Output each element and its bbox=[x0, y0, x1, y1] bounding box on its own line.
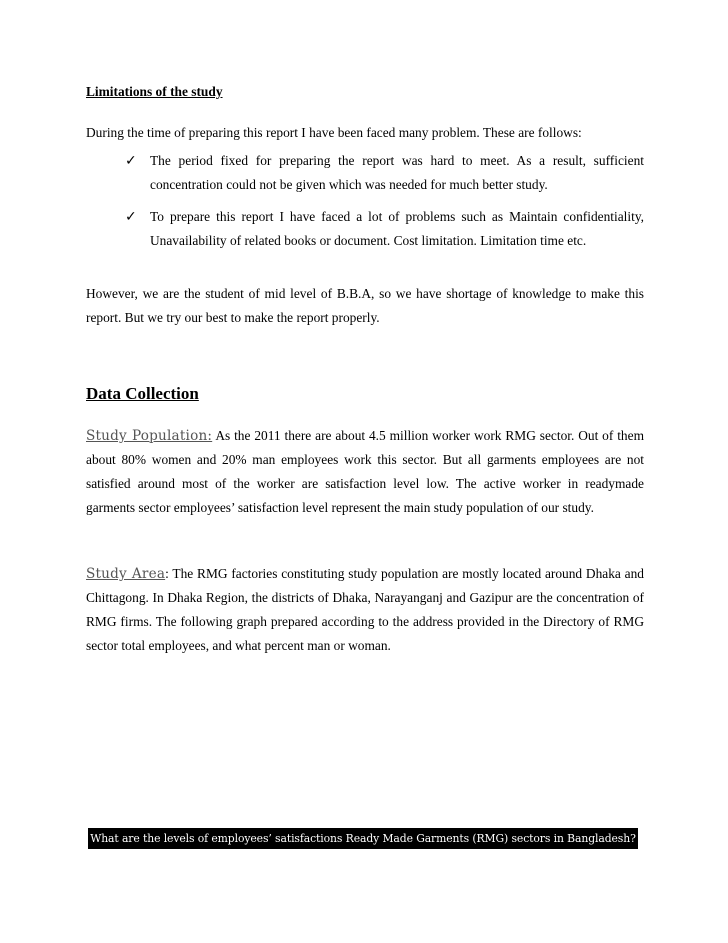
page-footer: What are the levels of employees’ satisfactions Ready Made Garments (RMG) sectors in Bangladesh? bbox=[88, 828, 638, 849]
study-population-paragraph bbox=[86, 424, 644, 520]
study-area-label: Study Area bbox=[86, 566, 166, 582]
checkmark-icon: ✓ bbox=[125, 153, 137, 169]
study-area-text: The RMG factories constituting study population are mostly located around Dhaka and Chittagong. In Dhaka Region, the districts of Dhaka, Narayanganj and Gazipur are the concentration of RMG firms. The following graph prepared according to the address provided in the Directory of RMG sector total employees, and what percent man or woman. bbox=[86, 566, 644, 653]
bullet-list-item bbox=[123, 205, 644, 253]
limitations-intro: During the time of preparing this report I have been faced many problem. These are follows: bbox=[86, 125, 582, 140]
bullet-text: The period fixed for preparing the report was hard to meet. As a result, sufficient concentration could not be given which was needed for much better study. bbox=[150, 153, 644, 192]
limitations-heading: Limitations of the study bbox=[86, 84, 223, 99]
study-population-label: Study Population: bbox=[86, 428, 213, 444]
limitations-closing-paragraph: However, we are the student of mid level of B.B.A, so we have shortage of knowledge to make this report. But we try our best to make the report properly. bbox=[86, 286, 644, 325]
study-area-paragraph bbox=[86, 562, 644, 658]
checkmark-icon: ✓ bbox=[125, 209, 137, 225]
bullet-list-item bbox=[123, 149, 644, 197]
study-area-colon: : bbox=[165, 566, 169, 581]
study-population-text: As the 2011 there are about 4.5 million worker work RMG sector. Out of them about 80% women and 20% man employees work this sector. But all garments employees are not satisfied around most of the worker are satisfaction level low. The active worker in readymade garments sector employees’ satisfaction level represent the main study population of our study. bbox=[86, 428, 644, 515]
data-collection-heading: Data Collection bbox=[86, 384, 199, 403]
bullet-text: To prepare this report I have faced a lot of problems such as Maintain confidentiality, Unavailability of related books or document. Cost limitation. Limitation time etc. bbox=[150, 209, 644, 248]
